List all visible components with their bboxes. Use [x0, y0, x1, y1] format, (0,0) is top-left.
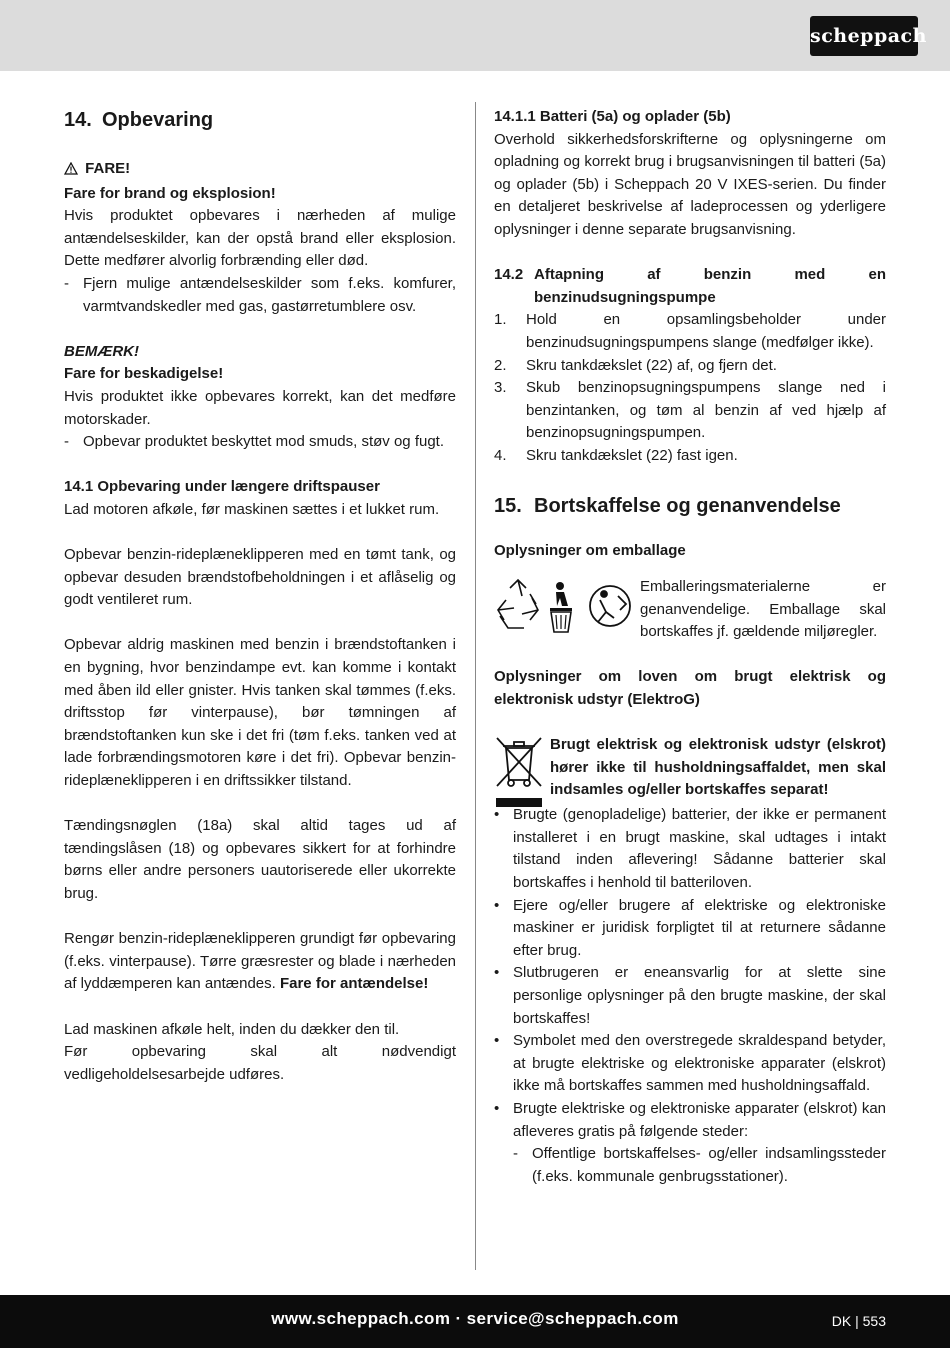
step-item: [494, 309, 886, 354]
disposal-bullet: • Brugte elektriske og elektroniske apparater (elskrot) kan afleveres gratis på følgende steder:: [494, 1098, 886, 1143]
warning-triangle-icon: [64, 160, 81, 183]
weee-notice: [494, 734, 886, 804]
paragraph-cover: Lad maskinen afkøle helt, inden du dækker den til.: [64, 1020, 400, 1038]
packaging-icons: [494, 576, 640, 634]
column-divider: [475, 102, 476, 1270]
danger-label: FARE!: [64, 158, 456, 183]
packaging-info: [494, 576, 886, 644]
step-item: [494, 377, 886, 445]
right-column: [494, 106, 886, 1188]
step-number: 1.: [494, 311, 507, 329]
packaging-text: Emballeringsmaterialerne er genanvendelige. Emballage skal bortskaffes jf. gældende miljøregler.: [640, 578, 886, 641]
paragraph-ignition-key: Tændingsnøglen (18a) skal altid tages ud af tændingslåsen (18) og opbevares sikkert for at forhindre børns eller andre personers uautoriserede eller ukorrekte brug.: [64, 817, 456, 902]
notice-heading: Fare for beskadigelse!: [64, 365, 224, 383]
notice-text: Hvis produktet ikke opbevares korrekt, kan det medføre motorskader.: [64, 387, 456, 428]
page-number: DK | 553: [831, 1313, 886, 1329]
step-item: [494, 355, 886, 378]
notice-label: BEMÆRK!: [64, 342, 139, 360]
step-number: 2.: [494, 356, 507, 374]
danger-heading: Fare for brand og eksplosion!: [64, 184, 276, 202]
paragraph-maintenance: Før opbevaring skal alt nødvendigt vedligeholdelsesarbejde udføres.: [64, 1043, 456, 1083]
page-header: [0, 0, 950, 71]
section-14-2-title: 14.2 Aftapning af benzin med en benzinudsugningspumpe: [494, 266, 886, 306]
danger-list-item: - Fjern mulige antændelseskilder som f.eks. komfurer, varmtvandskedler med gas, gastørretumblere osv.: [64, 273, 456, 318]
disposal-sub-item: - Offentlige bortskaffelses- og/eller indsamlingssteder (f.eks. kommunale genbrugsstationer).: [494, 1143, 886, 1188]
step-text: Skru tankdækslet (22) af, og fjern det.: [526, 356, 777, 374]
section-14-title: 14. Opbevaring: [64, 109, 214, 131]
footer-contact: www.scheppach.com · service@scheppach.com: [271, 1309, 679, 1328]
fuel-drain-steps: [494, 309, 886, 467]
paragraph-fuel-storage: Opbevar aldrig maskinen med benzin i brændstoftanken i en bygning, hvor benzindampe evt. kan komme i kontakt med åben ild eller gnister. Hvis tanken skal tømmes (f.eks. driftsstop før vinterpause), bør tømningen af brændstoftanken kun ske i det fri (tøm f.eks. tanken ved at lade forbrændingsmotoren køre i det fri). Opbevar benzin-rideplæneklipperen i en driftssikker tilstand.: [64, 636, 456, 790]
recycle-bin-arrows-icon: [590, 586, 630, 626]
tidy-man-bin-icon: [550, 582, 572, 632]
step-number: 4.: [494, 446, 507, 464]
section-14-1-1-title: 14.1.1 Batteri (5a) og oplader (5b): [494, 108, 731, 125]
elektrog-heading: Oplysninger om loven om brugt elektrisk og elektronisk udstyr (ElektroG): [494, 668, 886, 709]
paragraph-cool-motor: Lad motoren afkøle, før maskinen sættes i et lukket rum.: [64, 500, 440, 518]
crossed-bin-icon: [494, 734, 550, 804]
page-footer: [0, 1295, 950, 1348]
disposal-bullet-list: [494, 804, 886, 1143]
scheppach-logo: scheppach: [810, 16, 918, 56]
packaging-heading: Oplysninger om emballage: [494, 541, 686, 559]
weee-text: Brugt elektrisk og elektronisk udstyr (elskrot) hører ikke til husholdningsaffaldet, men skal indsamles og/eller bortskaffes separat!: [550, 736, 886, 799]
paragraph-cleaning: Rengør benzin-rideplæneklipperen grundigt før opbevaring (f.eks. vinterpause). Tørre græsrester og blade i nærheden af lyddæmperen kan antændes. Fare for antændelse!: [64, 930, 456, 993]
step-number: 3.: [494, 379, 507, 397]
paragraph-empty-tank: Opbevar benzin-rideplæneklipperen med en tømt tank, og opbevar desuden brændstofbeholdningen i et aflåselig og godt ventileret rum.: [64, 546, 456, 609]
step-text: Hold en opsamlingsbeholder under benzinudsugningspumpens slange (medfølger ikke).: [526, 311, 886, 351]
section-14-1-title: 14.1 Opbevaring under længere driftspauser: [64, 478, 380, 496]
disposal-bullet: • Slutbrugeren er eneansvarlig for at slette sine personlige oplysninger på den brugte maskine, der skal bortskaffes!: [494, 962, 886, 1030]
battery-text: Overhold sikkerhedsforskrifterne og oplysningerne om opladning og korrekt brug i brugsanvisningen til batteri (5a) og oplader (5b) i Scheppach 20 V IXES-serien. Du finder en detaljeret beskrivelse af ladeprocessen og yderligere oplysninger i denne separate brugsanvisning.: [494, 130, 886, 238]
disposal-bullet: • Brugte (genopladelige) batterier, der ikke er permanent installeret i en brugt maskine, skal udtages i intakt tilstand inden aflevering! Sådanne batterier skal bortskaffes i henhold til batteriloven.: [494, 804, 886, 894]
section-15-title: 15. Bortskaffelse og genanvendelse: [494, 494, 841, 517]
left-column: [64, 106, 456, 1086]
recycling-icon: [498, 580, 538, 628]
step-text: Skru tankdækslet (22) fast igen.: [526, 446, 738, 464]
step-item: [494, 445, 886, 468]
danger-text: Hvis produktet opbevares i nærheden af mulige antændelseskilder, kan der opstå brand eller eksplosion. Dette medfører alvorlig forbrænding eller død.: [64, 207, 456, 270]
disposal-bullet: • Symbolet med den overstregede skraldespand betyder, at brugte elektriske og elektroniske apparater (elskrot) ikke må bortskaffes sammen med husholdningsaffald.: [494, 1030, 886, 1098]
disposal-bullet: • Ejere og/eller brugere af elektriske og elektroniske maskiner er juridisk forpligtet til at returnere sådanne efter brug.: [494, 895, 886, 963]
notice-list-item: - Opbevar produktet beskyttet mod smuds, støv og fugt.: [64, 431, 456, 454]
step-text: Skub benzinopsugningspumpens slange ned i benzintanken, og tøm al benzin af ved hjælp af benzinopsugningspumpen.: [526, 379, 886, 442]
